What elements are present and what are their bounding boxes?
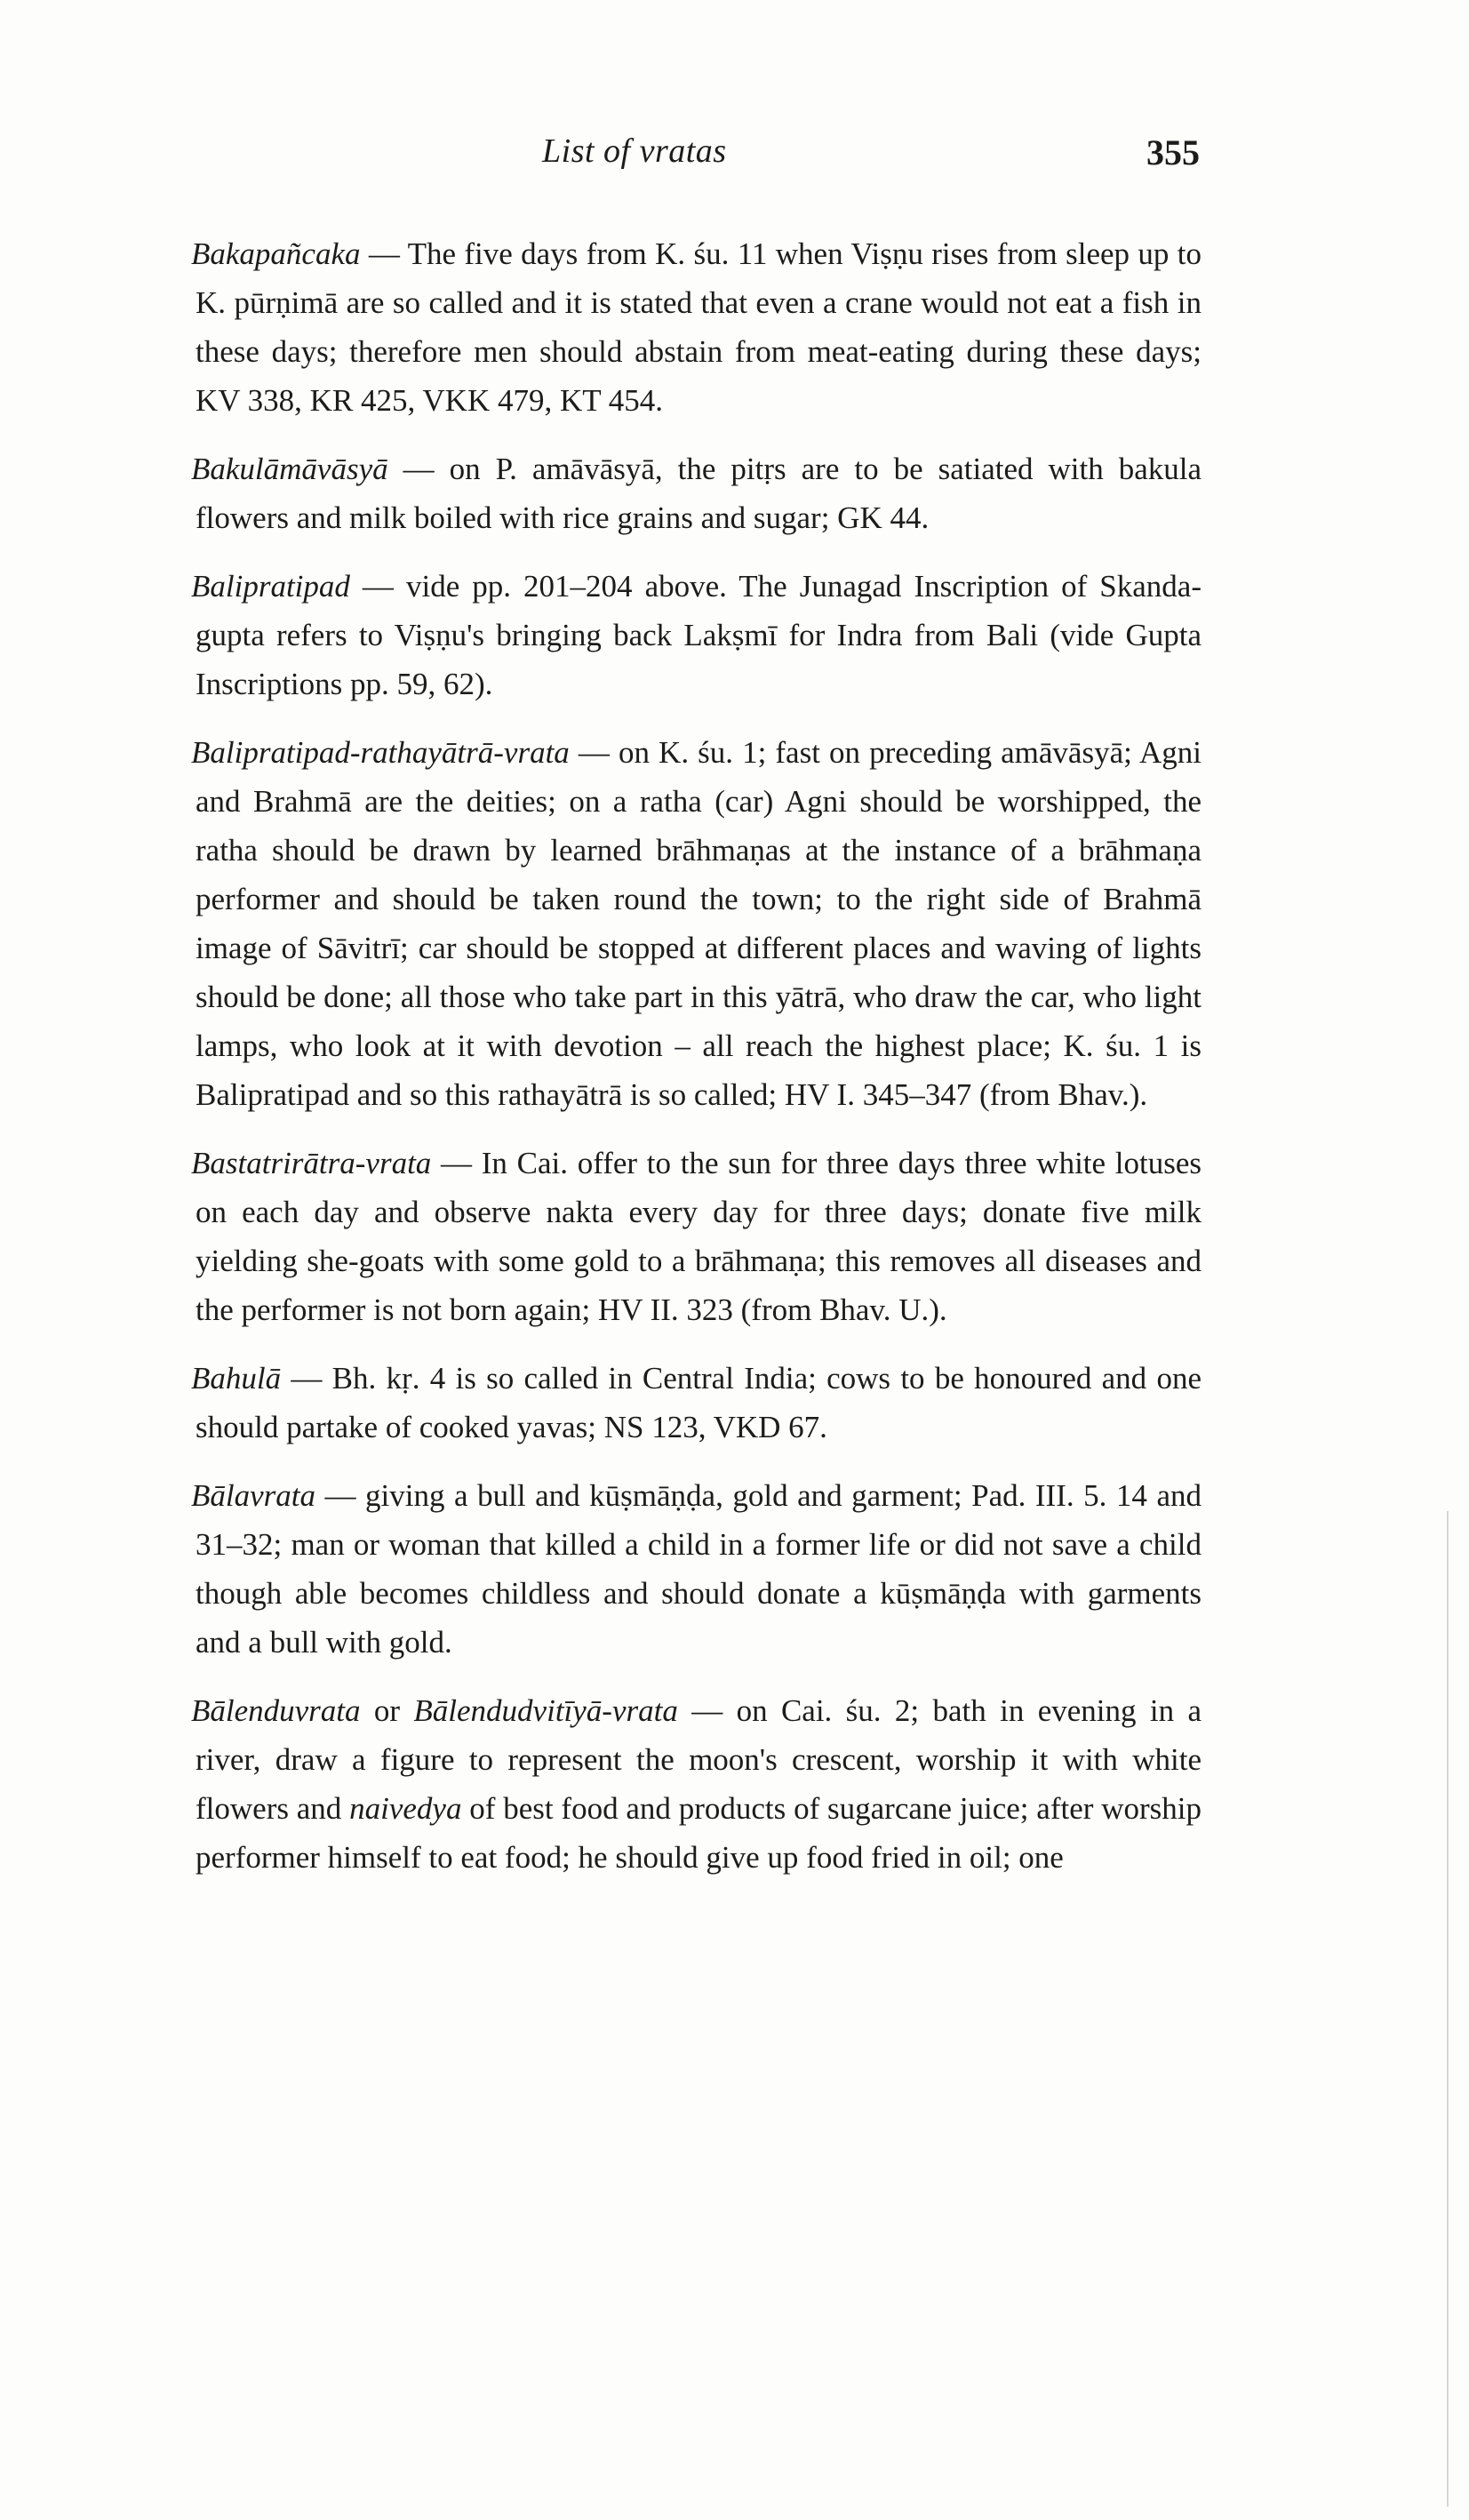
entry-text: [191, 1354, 1202, 1452]
entry-bastatriratra: [188, 1139, 1202, 1334]
entry-headword: Balipratipad: [191, 569, 350, 604]
running-head: [178, 132, 1209, 185]
entry-connector: or: [360, 1693, 414, 1728]
entry-headword: Bakapañcaka: [191, 236, 361, 271]
entry-body: — In Cai. offer to the sun for three days three white lotuses on each day and observe nakta every day for three days; donate five milk yielding she-goats with some gold to a brāhmaṇa; this removes all diseases and the performer is not born again; HV II. 323 (from Bhav. U.).: [196, 1146, 1202, 1327]
running-title: List of vratas: [542, 132, 727, 170]
entry-text: [191, 562, 1202, 708]
entry-bakulamavasya: [188, 444, 1202, 542]
entry-italic-term: naivedya: [349, 1791, 462, 1826]
entry-headword: Bakulāmāvāsyā: [191, 452, 388, 486]
entry-text: [191, 1471, 1202, 1667]
entry-text: [191, 728, 1202, 1119]
entry-balavrata: [188, 1471, 1202, 1667]
scan-edge-line: [1447, 1511, 1449, 2507]
entry-body: — Bh. kṛ. 4 is so called in Central India; cows to be honoured and one should partake of cooked yavas; NS 123, VKD 67.: [196, 1361, 1202, 1444]
entry-bakapancaka: [188, 229, 1202, 425]
entry-bahula: [188, 1354, 1202, 1452]
entry-body: — giving a bull and kūṣmāṇḍa, gold and garment; Pad. III. 5. 14 and 31–32; man or woman that killed a child in a former life or did not save a child though able becomes childless and should donate a kūṣmāṇḍa with garments and a bull with gold.: [196, 1478, 1202, 1660]
entry-body: — vide pp. 201–204 above. The Junagad Inscription of Skanda-gupta refers to Viṣṇu's bringing back Lakṣmī for Indra from Bali (vide Gupta Inscriptions pp. 59, 62).: [196, 569, 1202, 701]
entry-balenduvrata: [188, 1686, 1202, 1882]
entry-headword-alt: Bālendudvitīyā-vrata: [413, 1693, 678, 1728]
entry-body: — on K. śu. 1; fast on preceding amāvāsyā; Agni and Brahmā are the deities; on a ratha (car) Agni should be worshipped, the ratha should be drawn by learned brāhmaṇas at the instance of a brāhmaṇa performer and should be taken round the town; to the right side of Brahmā image of Sāvitrī; car should be stopped at different places and waving of lights should be done; all those who take part in this yātrā, who draw the car, who light lamps, who look at it with devotion – all reach the highest place; K. śu. 1 is Balipratipad and so this rathayātrā is so called; HV I. 345–347 (from Bhav.).: [196, 735, 1202, 1112]
entry-body: — on P. amāvāsyā, the pitṛs are to be satiated with bakula flowers and milk boiled with rice grains and sugar; GK 44.: [196, 452, 1202, 535]
entry-body: — on Cai. śu. 2; bath in evening in a river, draw a figure to represent the moon's crescent, worship it with white flowers and: [196, 1693, 1202, 1826]
entry-headword: Bālenduvrata: [191, 1693, 361, 1728]
entry-text: [191, 444, 1202, 542]
entry-headword: Bastatrirātra-vrata: [191, 1146, 432, 1180]
entry-list: [188, 229, 1202, 1901]
entry-body-continued: of best food and products of sugarcane juice; after worship performer himself to eat food; he should give up food fried in oil; one: [196, 1791, 1202, 1875]
page-number: 355: [1146, 132, 1200, 172]
entry-text: [191, 229, 1202, 425]
entry-body: — The five days from K. śu. 11 when Viṣṇu rises from sleep up to K. pūrṇimā are so called and it is stated that even a crane would not eat a fish in these days; therefore men should abstain from meat-eating during these days; KV 338, KR 425, VKK 479, KT 454.: [196, 236, 1202, 418]
entry-balipratipad-rathayatra: [188, 728, 1202, 1119]
entry-balipratipad: [188, 562, 1202, 708]
entry-headword: Bahulā: [191, 1361, 282, 1396]
entry-headword: Balipratipad-rathayātrā-vrata: [191, 735, 570, 770]
entry-headword: Bālavrata: [191, 1478, 315, 1513]
entry-text: [191, 1686, 1202, 1882]
entry-text: [191, 1139, 1202, 1334]
